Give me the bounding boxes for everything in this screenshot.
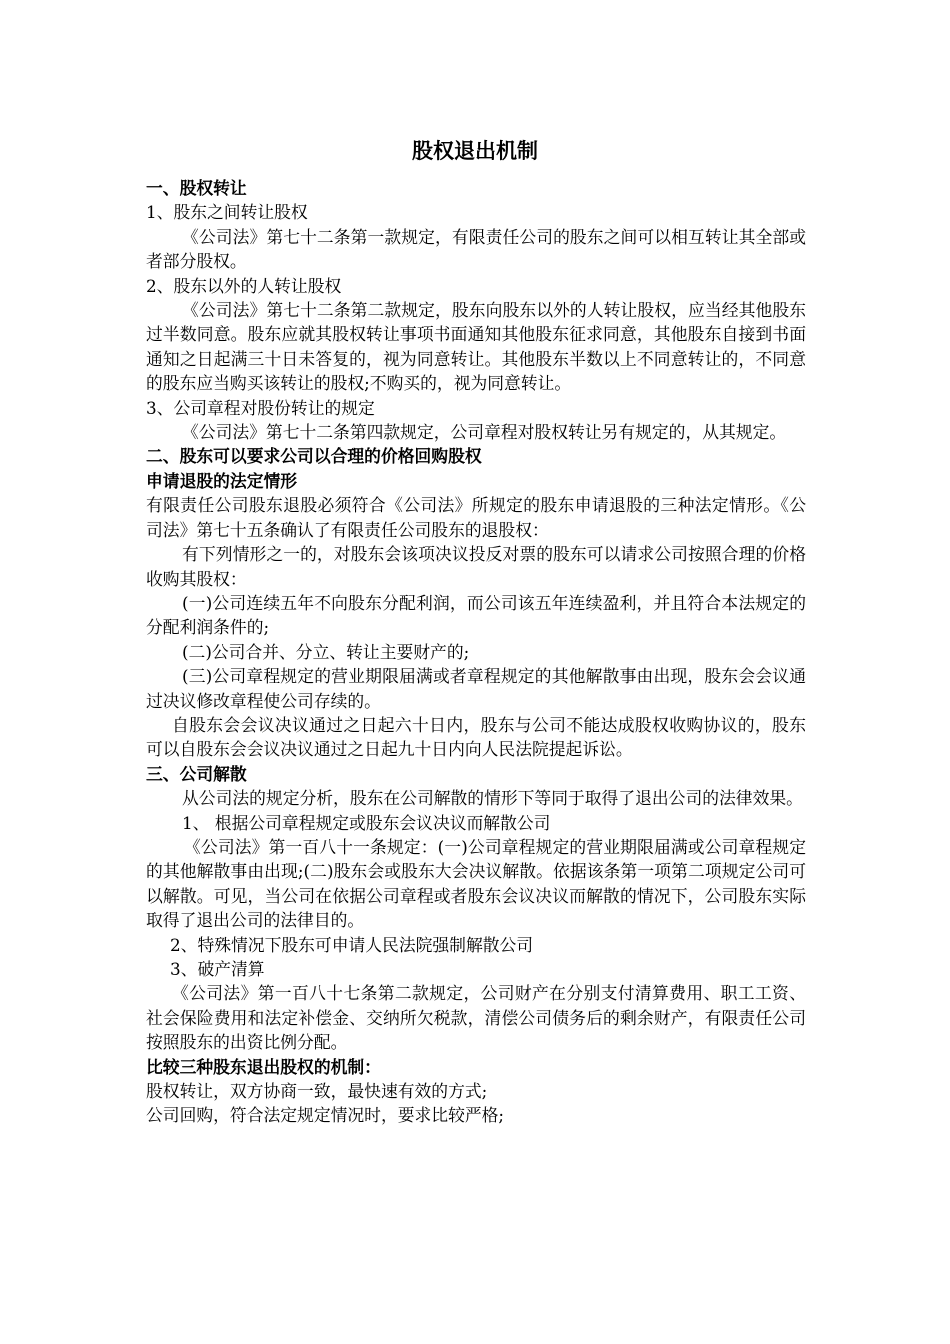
subsection-heading: 1、 根据公司章程规定或股东会议决议而解散公司 [182, 812, 551, 833]
paragraph: 公司回购，符合法定规定情况时，要求比较严格; [146, 1105, 505, 1126]
subsection-heading: 2、特殊情况下股东可申请人民法院强制解散公司 [170, 934, 534, 955]
paragraph: 自股东会会议决议通过之日起六十日内，股东与公司不能达成股权收购协议的，股东可以自股东会会议决议通过之日起九十日内向人民法院提起诉讼。 [146, 714, 806, 760]
paragraph: 《公司法》第一百八十一条规定：(一)公司章程规定的营业期限届满或公司章程规定的其他解散事由出现;(二)股东会或股东大会决议解散。依据该条第一项第二项规定公司可以解散。可见，当公司在依据公司章程或者股东会议决议而解散的情况下，公司股东实际取得了退出公司的法律目的。 [146, 836, 806, 931]
paragraph: 《公司法》第一百八十七条第二款规定，公司财产在分别支付清算费用、职工工资、社会保险费用和法定补偿金、交纳所欠税款，清偿公司债务后的剩余财产，有限责任公司按照股东的出资比例分配。 [146, 983, 806, 1053]
subsection-heading: 1、股东之间转让股权 [146, 202, 308, 223]
section-heading: 二、股东可以要求公司以合理的价格回购股权 [146, 446, 482, 467]
list-item: (三)公司章程规定的营业期限届满或者章程规定的其他解散事由出现，股东会会议通过决议修改章程使公司存续的。 [146, 666, 806, 711]
subsection-heading: 2、股东以外的人转让股权 [146, 275, 342, 296]
paragraph: 有下列情形之一的，对股东会该项决议投反对票的股东可以请求公司按照合理的价格收购其股权： [146, 544, 806, 589]
paragraph: 《公司法》第七十二条第四款规定，公司章程对股权转让另有规定的，从其规定。 [182, 422, 787, 443]
paragraph: 从公司法的规定分析，股东在公司解散的情形下等同于取得了退出公司的法律效果。 [182, 788, 803, 809]
subsection-heading: 3、公司章程对股份转让的规定 [146, 397, 375, 418]
section-heading: 一、股权转让 [146, 178, 247, 198]
document-title: 股权退出机制 [412, 139, 538, 163]
subsection-heading: 3、破产清算 [170, 959, 265, 979]
section-heading: 三、公司解散 [146, 763, 247, 784]
list-item: (二)公司合并、分立、转让主要财产的; [182, 641, 470, 662]
paragraph: 《公司法》第七十二条第二款规定，股东向股东以外的人转让股权，应当经其他股东过半数同意。股东应就其股权转让事项书面通知其他股东征求同意，其他股东自接到书面通知之日起满三十日未答复的，视为同意转让。其他股东半数以上不同意转让的，不同意的股东应当购买该转让的股权;不购买的，视为同意转让。 [146, 300, 806, 394]
document-body [146, 176, 806, 1128]
paragraph: 《公司法》第七十二条第一款规定，有限责任公司的股东之间可以相互转让其全部或者部分股权。 [146, 226, 806, 272]
subsection-heading: 申请退股的法定情形 [146, 470, 298, 491]
paragraph: 股权转让，双方协商一致，最快速有效的方式; [146, 1081, 488, 1102]
section-heading: 比较三种股东退出股权的机制： [146, 1056, 381, 1077]
list-item: (一)公司连续五年不向股东分配利润，而公司该五年连续盈利，并且符合本法规定的分配利润条件的; [146, 592, 806, 638]
paragraph: 有限责任公司股东退股必须符合《公司法》所规定的股东申请退股的三种法定情形。《公司法》第七十五条确认了有限责任公司股东的退股权： [146, 495, 806, 540]
